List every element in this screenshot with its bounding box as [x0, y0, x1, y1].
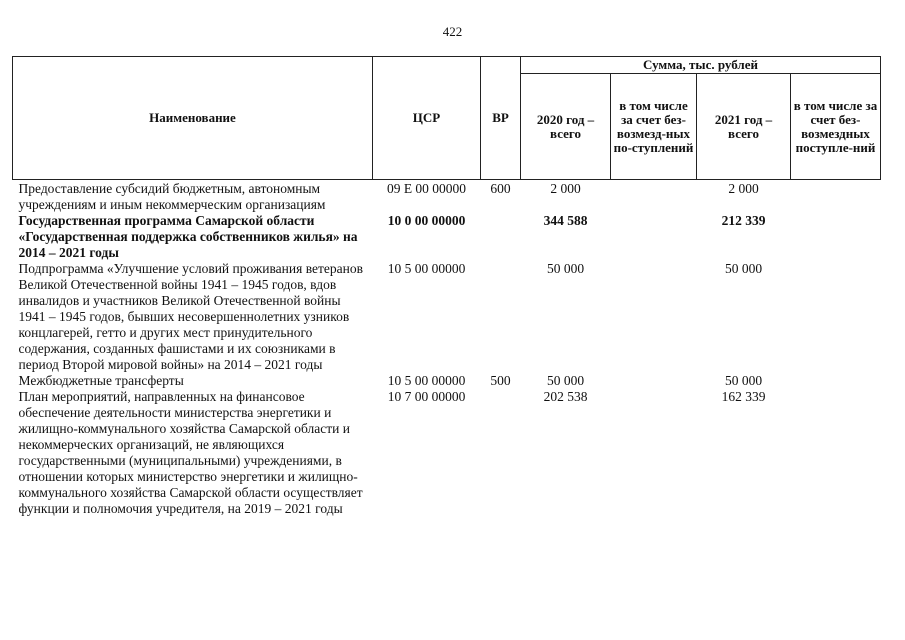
row-2020-total: 202 538 [543, 389, 588, 404]
row-2020-free [611, 373, 697, 389]
row-name: Межбюджетные трансферты [18, 373, 184, 388]
row-name: Подпрограмма «Улучшение условий проживания ветеранов Великой Отечественной войны 1941 – 1945 годов, вдов инвалидов и участников Великой Отечественной войны 1941 – 1945 годов, бывших несовершеннолетних узников концлагерей, гетто и других мест принудительного содержания, созданных фашистами и их союзниками в период Второй мировой войны» на 2014 – 2021 годы [18, 261, 363, 372]
row-2020-free [611, 180, 697, 214]
table-header [13, 57, 881, 180]
header-2021-free: в том числе за счет без-возмездных поступле-ний [791, 74, 881, 180]
row-name: Предоставление субсидий бюджетным, автономным учреждениям и иным некоммерческим организациям [18, 181, 326, 212]
row-2021-total: 50 000 [724, 261, 763, 276]
row-vr [481, 213, 521, 261]
header-2021-total: 2021 год – всего [697, 74, 791, 180]
row-csr: 10 0 00 00000 [387, 213, 466, 228]
row-vr: 500 [490, 373, 511, 388]
header-2020-total: 2020 год – всего [521, 74, 611, 180]
budget-table [12, 56, 881, 517]
header-2020-free: в том числе за счет без-возмезд-ных по-ступлений [611, 74, 697, 180]
table-row [13, 389, 881, 517]
row-csr: 10 5 00 00000 [387, 261, 466, 276]
table-row [13, 261, 881, 373]
row-2020-total: 2 000 [550, 181, 581, 196]
row-2020-free [611, 213, 697, 261]
row-2021-free [791, 261, 881, 373]
row-2021-total: 50 000 [724, 373, 763, 388]
row-2021-free [791, 180, 881, 214]
row-csr: 09 Е 00 00000 [386, 181, 467, 196]
header-sum-group: Сумма, тыс. рублей [521, 57, 881, 74]
row-vr [481, 389, 521, 517]
row-2021-total: 2 000 [728, 181, 759, 196]
table-body [13, 180, 881, 518]
row-2020-total: 344 588 [543, 213, 588, 228]
row-2020-total: 50 000 [546, 373, 585, 388]
header-vr: ВР [481, 57, 521, 180]
row-2020-free [611, 261, 697, 373]
table-row [13, 180, 881, 214]
table-row [13, 213, 881, 261]
row-csr: 10 5 00 00000 [387, 373, 466, 388]
row-2021-free [791, 373, 881, 389]
row-2021-total: 212 339 [721, 213, 766, 228]
row-vr: 600 [490, 181, 511, 196]
header-name: Наименование [13, 57, 373, 180]
row-2021-free [791, 213, 881, 261]
row-2020-free [611, 389, 697, 517]
row-csr: 10 7 00 00000 [387, 389, 466, 404]
table-row [13, 373, 881, 389]
row-2021-free [791, 389, 881, 517]
row-vr [481, 261, 521, 373]
row-name: План мероприятий, направленных на финансовое обеспечение деятельности министерства энергетики и жилищно-коммунального хозяйства Самарской области и некоммерческих организаций, не являющихся государственными (муниципальными) учреждениями, в отношении которых министерство энергетики и жилищно-коммунального хозяйства Самарской области осуществляет функции и полномочия учредителя, на 2019 – 2021 годы [18, 389, 363, 516]
row-2020-total: 50 000 [546, 261, 585, 276]
row-2021-total: 162 339 [721, 389, 766, 404]
header-csr: ЦСР [373, 57, 481, 180]
page-number: 422 [442, 24, 463, 39]
row-name: Государственная программа Самарской области «Государственная поддержка собственников жилья» на 2014 – 2021 годы [18, 213, 358, 260]
